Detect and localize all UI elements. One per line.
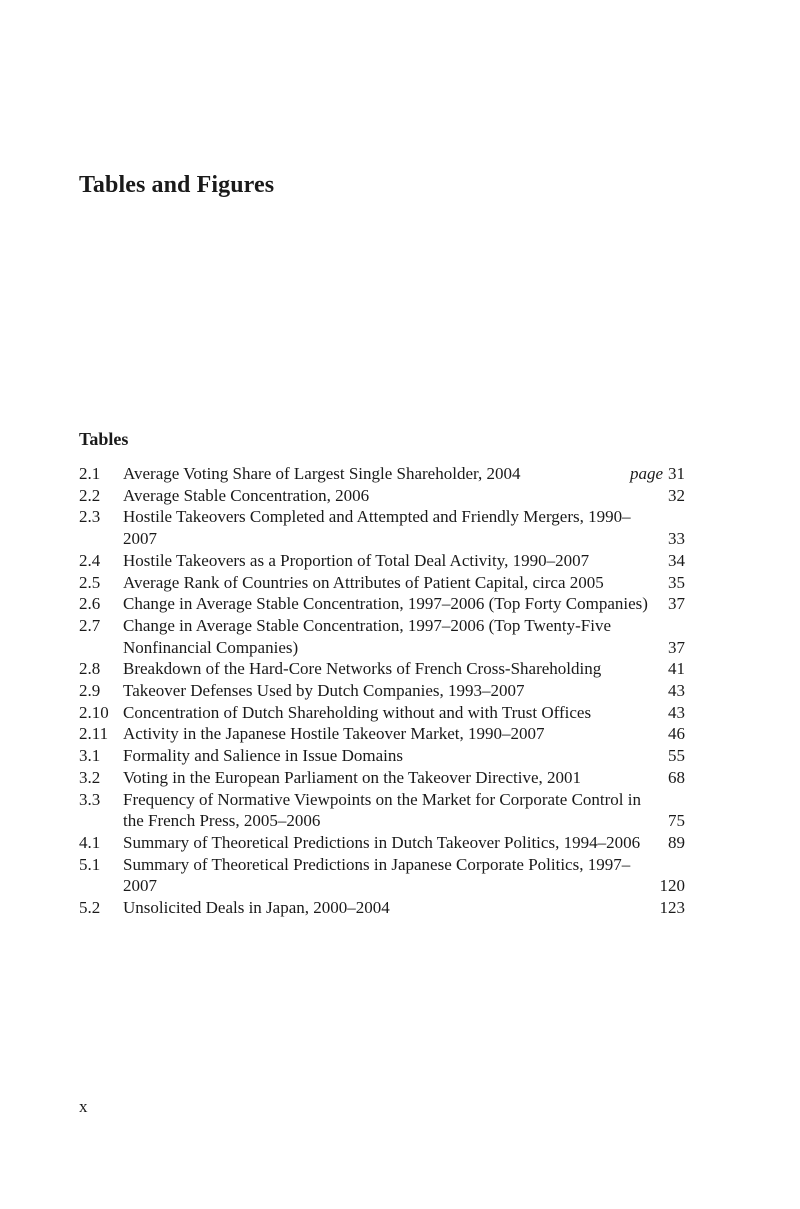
entry-number: 3.1 <box>79 746 101 766</box>
entry-number: 3.3 <box>79 789 101 809</box>
entry-page: 43 <box>668 681 685 701</box>
page-title: Tables and Figures <box>79 172 275 198</box>
table-entry <box>79 593 685 615</box>
entry-page: 34 <box>668 550 685 570</box>
entry-number: 4.1 <box>79 832 101 852</box>
entry-title: Change in Average Stable Concentration, 1997–2006 (Top Twenty-Five Nonfinancial Companies) <box>123 615 612 657</box>
entry-number: 2.9 <box>79 681 101 701</box>
entry-title: Average Voting Share of Largest Single Shareholder, 2004 <box>123 464 521 483</box>
entry-title: Activity in the Japanese Hostile Takeover Market, 1990–2007 <box>123 724 545 744</box>
entry-page: 120 <box>659 876 685 896</box>
entry-number: 2.8 <box>79 659 101 679</box>
entry-title: Summary of Theoretical Predictions in Dutch Takeover Politics, 1994–2006 <box>123 832 641 852</box>
table-entry <box>79 680 685 702</box>
entry-page: 75 <box>668 811 685 831</box>
entry-number: 2.10 <box>79 702 109 722</box>
entry-number: 2.4 <box>79 550 101 570</box>
table-entry <box>79 832 685 854</box>
tables-list <box>79 463 685 919</box>
table-entry <box>79 572 685 594</box>
table-entry <box>79 789 685 832</box>
table-entry <box>79 702 685 724</box>
entry-number: 2.6 <box>79 594 101 614</box>
entry-title: Change in Average Stable Concentration, 1997–2006 (Top Forty Companies) <box>123 594 648 614</box>
entry-title: Concentration of Dutch Shareholding without and with Trust Offices <box>123 702 592 722</box>
entry-number: 5.2 <box>79 898 101 918</box>
entry-page: 89 <box>668 832 685 852</box>
entry-page: 55 <box>668 746 685 766</box>
entry-page: 32 <box>668 485 685 505</box>
table-entry <box>79 463 685 485</box>
entry-number: 2.3 <box>79 507 101 527</box>
entry-page: 46 <box>668 724 685 744</box>
entry-title: Hostile Takeovers Completed and Attempted and Friendly Mergers, 1990–2007 <box>123 507 631 549</box>
entry-title: Takeover Defenses Used by Dutch Companies, 1993–2007 <box>123 681 525 701</box>
entry-page: 68 <box>668 767 685 787</box>
entry-number: 3.2 <box>79 767 101 787</box>
entry-page: 41 <box>668 659 685 679</box>
entry-number: 5.1 <box>79 854 101 874</box>
entry-title: Unsolicited Deals in Japan, 2000–2004 <box>123 898 390 918</box>
entry-page: 37 <box>668 637 685 657</box>
entry-number: 2.11 <box>79 724 109 744</box>
entry-number: 2.7 <box>79 615 101 635</box>
table-entry <box>79 723 685 745</box>
table-entry <box>79 854 685 897</box>
entry-title: Frequency of Normative Viewpoints on the Market for Corporate Control in the French Press, 2005–2006 <box>123 789 641 831</box>
table-entry <box>79 615 685 658</box>
page-label: page <box>629 464 663 483</box>
entry-title: Hostile Takeovers as a Proportion of Total Deal Activity, 1990–2007 <box>123 550 590 570</box>
table-entry <box>79 767 685 789</box>
entry-page: 33 <box>668 529 685 549</box>
entry-page: 123 <box>659 898 685 918</box>
entry-title: Formality and Salience in Issue Domains <box>123 746 403 766</box>
entry-number: 2.2 <box>79 485 101 505</box>
entry-page-number: 31 <box>668 464 685 483</box>
page-folio: x <box>79 1097 88 1116</box>
entry-title: Breakdown of the Hard-Core Networks of French Cross-Shareholding <box>123 659 602 679</box>
entry-page: 37 <box>668 594 685 614</box>
entry-title: Voting in the European Parliament on the Takeover Directive, 2001 <box>123 767 582 787</box>
entry-title: Average Stable Concentration, 2006 <box>123 485 370 505</box>
entry-page: 35 <box>668 572 685 592</box>
table-entry <box>79 897 685 919</box>
table-entry <box>79 485 685 507</box>
table-entry <box>79 658 685 680</box>
entry-title: Summary of Theoretical Predictions in Japanese Corporate Politics, 1997–2007 <box>123 854 631 896</box>
table-entry <box>79 745 685 767</box>
entry-number: 2.1 <box>79 464 101 483</box>
table-entry <box>79 506 685 549</box>
entry-number: 2.5 <box>79 572 101 592</box>
entry-page: 43 <box>668 702 685 722</box>
entry-page <box>630 463 685 485</box>
section-heading-tables: Tables <box>79 429 129 449</box>
table-entry <box>79 550 685 572</box>
entry-title: Average Rank of Countries on Attributes of Patient Capital, circa 2005 <box>123 572 604 592</box>
